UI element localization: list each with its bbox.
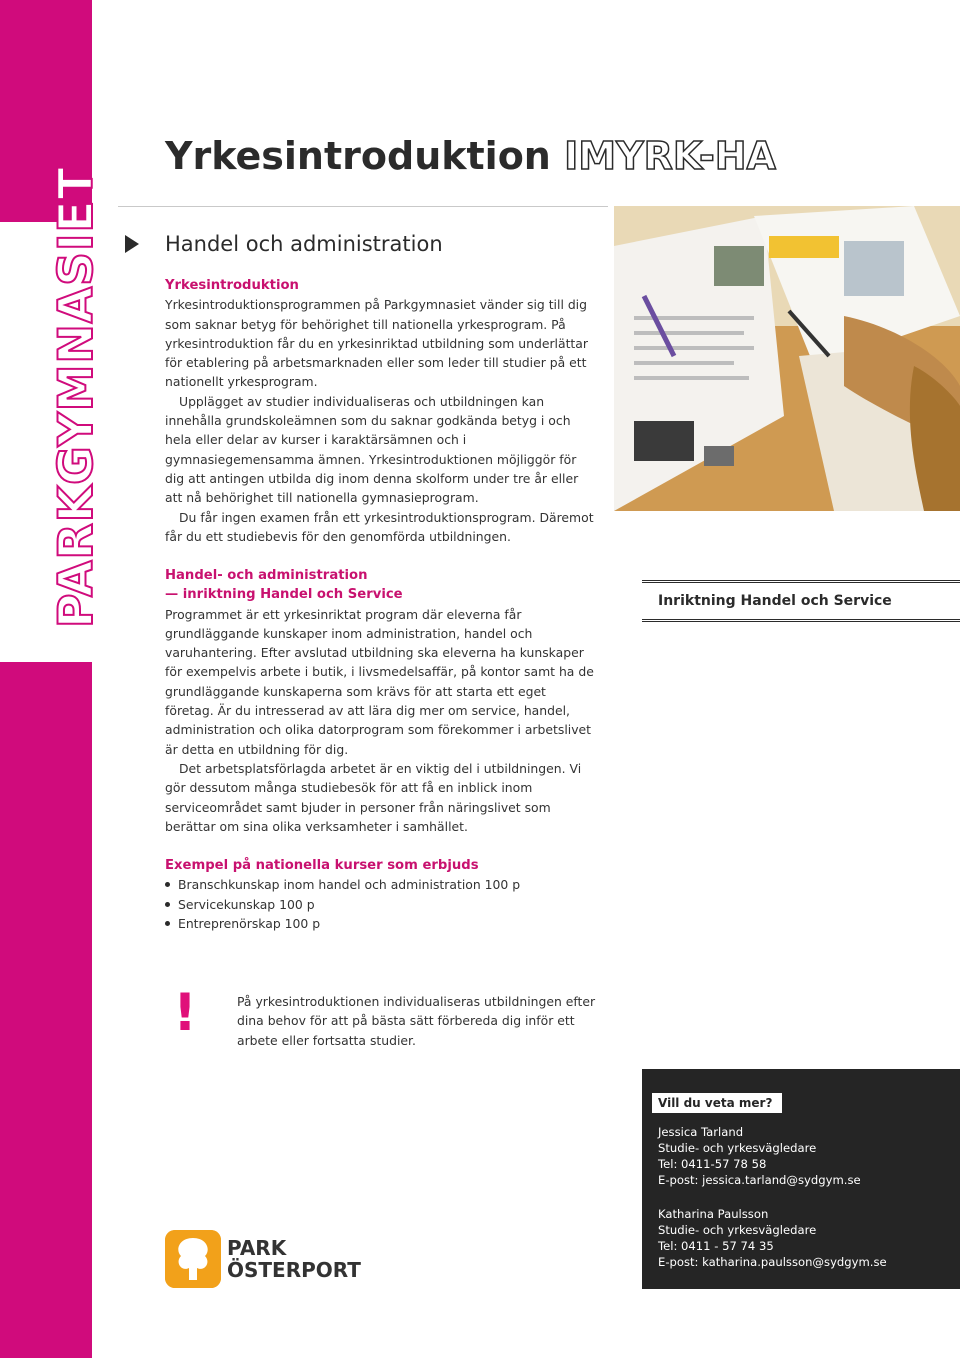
page-title [165, 134, 776, 180]
section-title: Handel och administration [165, 232, 443, 256]
contact-role: Studie- och yrkesvägledare [658, 1223, 817, 1237]
list-item: Entreprenörskap 100 p [165, 914, 595, 933]
program-paragraph-1: Programmet är ett yrkesinriktat program där eleverna får grundläggande kunskaper inom administration, handel och varuhantering. Efter avslutad utbildning ska eleverna ha kunskaper för exempelvis arbete i butik, i livsmedelsaffär, på kontor samt ha de grundläggande kunskaperna som krävs för att starta ett eget företag. Är du intresserad av att lära dig mer om service, handel, administration och olika datorprogram som förekommer i arbetslivet är detta en utbildning för dig. [165, 606, 594, 757]
notice-text: På yrkesintroduktionen individualiseras utbildningen efter dina behov för att på bästa sätt förbereda dig inför ett arbete eller fortsatta studier. [237, 994, 596, 1048]
header-divider [118, 206, 608, 207]
contact-email: E-post: jessica.tarland@sydgym.se [658, 1173, 861, 1187]
list-item: Branschkunskap inom handel och administration 100 p [165, 875, 595, 894]
contact-phone: Tel: 0411-57 78 58 [658, 1157, 767, 1171]
program-heading-line-1: Handel- och administration [165, 568, 368, 583]
courses-list [165, 875, 595, 933]
school-logo [165, 1230, 361, 1288]
specialization-label: Inriktning Handel och Service [642, 580, 960, 622]
logo-wordmark [227, 1237, 361, 1281]
contact-name: Katharina Paulsson [658, 1207, 769, 1221]
sidebar-band-bottom [0, 662, 92, 1358]
section-header [125, 232, 443, 256]
contact-phone: Tel: 0411 - 57 74 35 [658, 1239, 774, 1253]
contact-person-1 [658, 1124, 861, 1188]
vertical-school-title: PARKGYMNASIET [49, 166, 104, 628]
program-paragraph-2: Det arbetsplatsförlagda arbetet är en viktig del i utbildningen. Vi gör dessutom många studiebesök för att få en inblick inom serviceområdet samt bjuder in personer från näringslivet som berättar om sina olika verksamheter i samhället. [165, 760, 582, 834]
intro-section [165, 276, 595, 546]
logo-line-2: ÖSTERPORT [227, 1258, 361, 1282]
intro-paragraph-1: Yrkesintroduktionsprogrammen på Parkgymnasiet vänder sig till dig som saknar betyg för behörighet till nationella yrkesprogram. På yrkesintroduktion får du en yrkesinriktad utbildning som underlättar för etablering på arbetsmarknaden eller som leder till studier på ett nationellt yrkesprogram. [165, 297, 588, 390]
exclamation-icon: ! [173, 983, 197, 1043]
page-title-main: Yrkesintroduktion [165, 134, 551, 178]
intro-paragraph-2: Upplägget av studier individualiseras och utbildningen kan innehålla grundskoleämnen som du saknar godkända betyg i och hela eller delar av kurser i karaktärsämnen och i gymnasiegemensamma ämnen. Yrkesintroduktionen möjliggör för dig att antingen utbilda dig inom denna skolform under tre år eller att nå behörighet till nationella gymnasieprogram. [165, 393, 579, 506]
study-photo [614, 206, 960, 511]
contact-tag: Vill du veta mer? [652, 1093, 782, 1113]
tree-logo-icon [165, 1230, 221, 1288]
logo-line-1: PARK [227, 1236, 287, 1260]
intro-heading: Yrkesintroduktion [165, 278, 299, 293]
list-item: Servicekunskap 100 p [165, 895, 595, 914]
intro-paragraph-3: Du får ingen examen från ett yrkesintroduktionsprogram. Däremot får du ett studiebevis för den genomförda utbildningen. [165, 509, 594, 544]
program-code: IMYRK-HA [564, 134, 776, 178]
courses-heading: Exempel på nationella kurser som erbjuds [165, 858, 479, 873]
contact-role: Studie- och yrkesvägledare [658, 1141, 817, 1155]
contact-email: E-post: katharina.paulsson@sydgym.se [658, 1255, 887, 1269]
courses-section [165, 856, 595, 933]
contact-name: Jessica Tarland [658, 1125, 744, 1139]
contact-person-2 [658, 1206, 887, 1270]
program-heading-line-2: — inriktning Handel och Service [165, 587, 403, 603]
program-section [165, 566, 595, 836]
triangle-bullet-icon [125, 235, 139, 253]
